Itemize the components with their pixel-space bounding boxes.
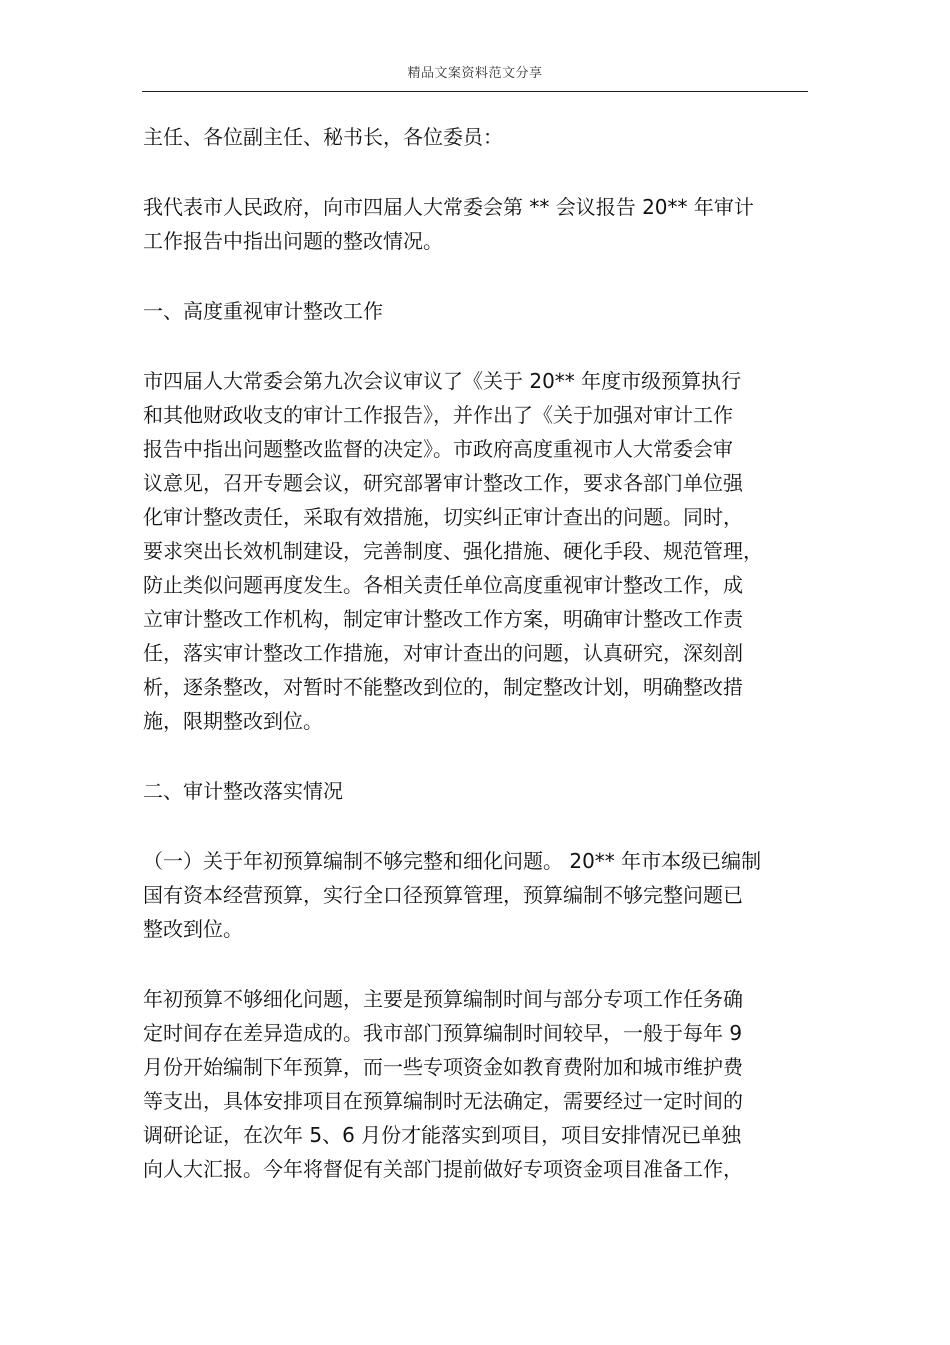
text-line: 和其他财政收支的审计工作报告》，并作出了《关于加强对审计工作 <box>143 403 733 427</box>
section1-paragraph <box>143 364 808 738</box>
text-line: 要求突出长效机制建设，完善制度、强化措施、硬化手段、规范管理， <box>143 539 763 563</box>
section2-item1-paragraph <box>143 844 808 946</box>
section2-paragraph2 <box>143 982 808 1186</box>
text-line: 主任、各位副主任、秘书长，各位委员： <box>143 125 503 149</box>
text-line: 国有资本经营预算，实行全口径预算管理，预算编制不够完整问题已 <box>143 883 743 907</box>
section-heading-1 <box>143 294 808 328</box>
text-line: 防止类似问题再度发生。各相关责任单位高度重视审计整改工作，成 <box>143 573 743 597</box>
text-line: 任，落实审计整改工作措施，对审计查出的问题，认真研究，深刻剖 <box>143 641 743 665</box>
text-line: 立审计整改工作机构，制定审计整改工作方案，明确审计整改工作责 <box>143 607 743 631</box>
intro-paragraph <box>143 190 808 258</box>
text-line: 施，限期整改到位。 <box>143 709 323 733</box>
text-line: 整改到位。 <box>143 917 243 941</box>
text-line: 向人大汇报。今年将督促有关部门提前做好专项资金项目准备工作， <box>143 1157 743 1181</box>
text-line: 化审计整改责任，采取有效措施，切实纠正审计查出的问题。同时， <box>143 505 743 529</box>
section-heading-2 <box>143 774 808 808</box>
text-line: 年初预算不够细化问题，主要是预算编制时间与部分专项工作任务确 <box>143 987 743 1011</box>
text-line: 一、高度重视审计整改工作 <box>143 299 383 323</box>
text-line: 等支出，具体安排项目在预算编制时无法确定，需要经过一定时间的 <box>143 1089 743 1113</box>
header-divider <box>142 91 808 92</box>
text-line: 二、审计整改落实情况 <box>143 779 343 803</box>
document-body <box>143 120 808 1186</box>
text-line: （一）关于年初预算编制不够完整和细化问题。 20** 年市本级已编制 <box>143 849 762 873</box>
text-line: 调研论证，在次年 5、6 月份才能落实到项目，项目安排情况已单独 <box>143 1123 742 1147</box>
text-line: 月份开始编制下年预算，而一些专项资金如教育费附加和城市维护费 <box>143 1055 743 1079</box>
text-line: 析，逐条整改，对暂时不能整改到位的，制定整改计划，明确整改措 <box>143 675 743 699</box>
text-line: 我代表市人民政府，向市四届人大常委会第 ** 会议报告 20** 年审计 <box>143 195 754 219</box>
text-line: 工作报告中指出问题的整改情况。 <box>143 229 443 253</box>
text-line: 议意见，召开专题会议，研究部署审计整改工作，要求各部门单位强 <box>143 471 743 495</box>
salutation <box>143 120 808 154</box>
text-line: 市四届人大常委会第九次会议审议了《关于 20** 年度市级预算执行 <box>143 369 742 393</box>
text-line: 定时间存在差异造成的。我市部门预算编制时间较早，一般于每年 9 <box>143 1021 743 1045</box>
page-header: 精品文案资料范文分享 <box>407 66 543 81</box>
text-line: 报告中指出问题整改监督的决定》。市政府高度重视市人大常委会审 <box>143 437 733 461</box>
